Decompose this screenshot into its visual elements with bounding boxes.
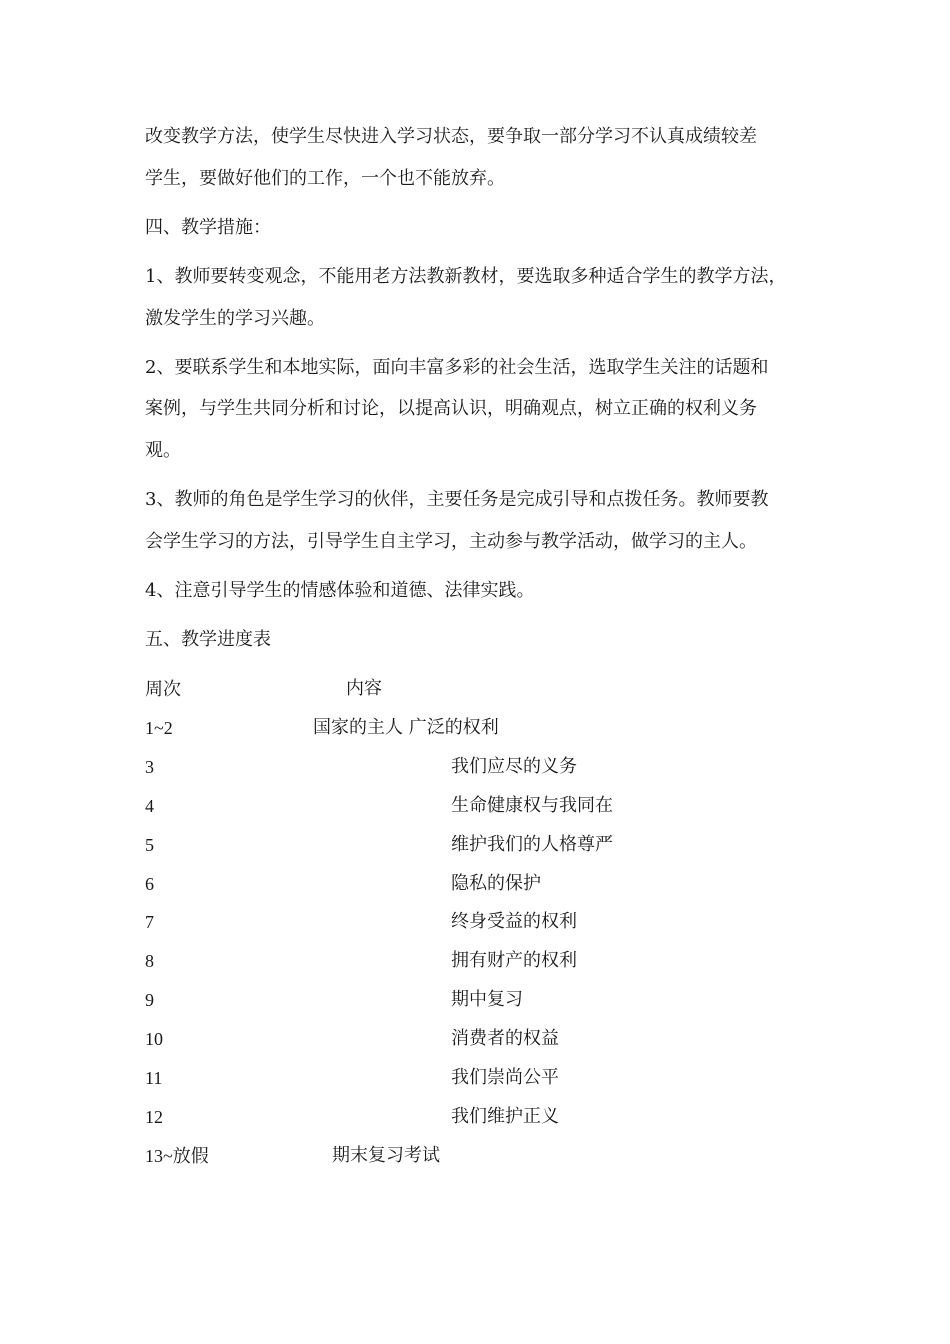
schedule-row	[145, 949, 845, 973]
paragraph-line: 学生，要做好他们的工作，一个也不能放弃。	[145, 168, 505, 189]
paragraph-line: 1、教师要转变观念，不能用老方法教新教材，要选取多种适合学生的教学方法，	[145, 266, 787, 287]
paragraph-line: 改变教学方法，使学生尽快进入学习状态，要争取一部分学习不认真成绩较差	[145, 126, 757, 147]
section-heading-schedule: 五、教学进度表	[145, 629, 271, 650]
schedule-content: 国家的主人 广泛的权利	[313, 717, 499, 738]
schedule-header-content: 内容	[346, 678, 382, 699]
schedule-week: 8	[145, 951, 154, 971]
schedule-week: 10	[145, 1029, 163, 1049]
schedule-week: 6	[145, 874, 154, 894]
schedule-week: 11	[145, 1068, 163, 1088]
schedule-row	[145, 794, 845, 818]
paragraph-line: 3、教师的角色是学生学习的伙伴，主要任务是完成引导和点拨任务。教师要教	[145, 489, 769, 510]
paragraph-line: 2、要联系学生和本地实际，面向丰富多彩的社会生活，选取学生关注的话题和	[145, 357, 769, 378]
schedule-content: 维护我们的人格尊严	[451, 834, 613, 855]
schedule-content: 期中复习	[451, 989, 523, 1010]
schedule-row	[145, 988, 845, 1012]
schedule-row	[145, 716, 845, 740]
section-heading-measures: 四、教学措施：	[145, 217, 271, 238]
schedule-week: 9	[145, 990, 154, 1010]
paragraph-line: 观。	[145, 440, 181, 461]
schedule-week: 7	[145, 912, 154, 932]
schedule-content: 生命健康权与我同在	[451, 795, 613, 816]
schedule-content: 隐私的保护	[451, 873, 541, 894]
schedule-content: 期末复习考试	[332, 1145, 440, 1166]
schedule-week: 4	[145, 796, 154, 816]
schedule-content: 消费者的权益	[451, 1028, 559, 1049]
schedule-week: 1~2	[145, 718, 173, 738]
schedule-row	[145, 755, 845, 779]
schedule-row	[145, 1105, 845, 1129]
schedule-week: 3	[145, 757, 154, 777]
schedule-row	[145, 1066, 845, 1090]
schedule-row	[145, 910, 845, 934]
paragraph-line: 激发学生的学习兴趣。	[145, 308, 325, 329]
schedule-content: 拥有财产的权利	[451, 950, 577, 971]
schedule-content: 我们崇尚公平	[451, 1067, 559, 1088]
schedule-header	[145, 677, 845, 701]
paragraph-line: 4、注意引导学生的情感体验和道德、法律实践。	[145, 580, 535, 601]
schedule-content: 终身受益的权利	[451, 911, 577, 932]
schedule-row	[145, 833, 845, 857]
schedule-week: 5	[145, 835, 154, 855]
schedule-row	[145, 872, 845, 896]
schedule-row	[145, 1027, 845, 1051]
schedule-week: 13~放假	[145, 1146, 209, 1166]
schedule-content: 我们应尽的义务	[451, 756, 577, 777]
paragraph-line: 会学生学习的方法，引导学生自主学习，主动参与教学活动，做学习的主人。	[145, 531, 757, 552]
schedule-week: 12	[145, 1107, 163, 1127]
schedule-row	[145, 1144, 845, 1168]
paragraph-line: 案例，与学生共同分析和讨论，以提高认识，明确观点，树立正确的权利义务	[145, 398, 757, 419]
schedule-content: 我们维护正义	[451, 1106, 559, 1127]
schedule-header-week: 周次	[145, 679, 181, 699]
